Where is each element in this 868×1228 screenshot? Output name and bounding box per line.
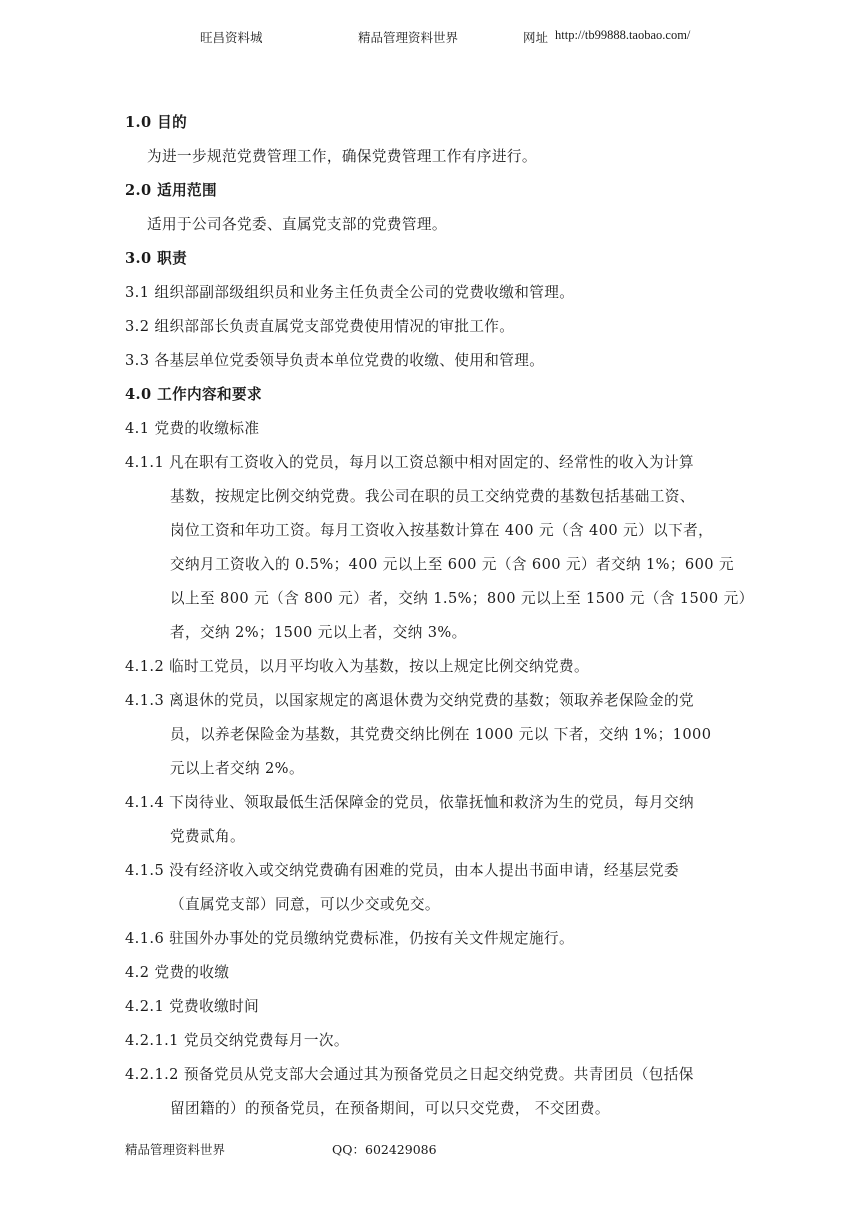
item-4-1-3 bbox=[125, 684, 777, 786]
item-3-1: 3.1 组织部副部级组织员和业务主任负责全公司的党费收缴和管理。 bbox=[125, 284, 575, 301]
item-4-1-2: 4.1.2 临时工党员，以月平均收入为基数，按以上规定比例交纳党费。 bbox=[125, 658, 589, 675]
item-4-2-1-2 bbox=[125, 1058, 777, 1126]
item-4-1-6: 4.1.6 驻国外办事处的党员缴纳党费标准，仍按有关文件规定施行。 bbox=[125, 930, 575, 947]
footer-qq-text: QQ：602429086 bbox=[332, 1142, 437, 1157]
item-4-2: 4.2 党费的收缴 bbox=[125, 964, 230, 981]
item-4-1-1-line: 岗位工资和年功工资。每月工资收入按基数计算在 400 元（含 400 元）以下者， bbox=[170, 522, 714, 539]
section-1-text: 为进一步规范党费管理工作，确保党费管理工作有序进行。 bbox=[147, 148, 537, 165]
section-3-heading: 3.0 职责 bbox=[125, 250, 188, 267]
item-4-1-1-line: 基数，按规定比例交纳党费。我公司在职的员工交纳党费的基数包括基础工资、 bbox=[170, 488, 695, 505]
item-4-1-5-first-line: 4.1.5 没有经济收入或交纳党费确有困难的党员，由本人提出书面申请，经基层党委 bbox=[125, 862, 679, 879]
page-footer bbox=[125, 1140, 765, 1160]
section-2-text: 适用于公司各党委、直属党支部的党费管理。 bbox=[147, 216, 447, 233]
item-4-1-1-line: 交纳月工资收入的 0.5%；400 元以上至 600 元（含 600 元）者交纳 1%；600 元 bbox=[170, 556, 735, 573]
header-left-text: 旺昌资料城 bbox=[200, 30, 263, 45]
item-4-1-5-line: （直属党支部）同意，可以少交或免交。 bbox=[170, 896, 440, 913]
header-url-link[interactable]: http://tb99888.taobao.com/ bbox=[555, 28, 691, 42]
section-2-heading: 2.0 适用范围 bbox=[125, 182, 218, 199]
item-4-1: 4.1 党费的收缴标准 bbox=[125, 420, 260, 437]
item-3-2: 3.2 组织部部长负责直属党支部党费使用情况的审批工作。 bbox=[125, 318, 515, 335]
section-4-heading: 4.0 工作内容和要求 bbox=[125, 386, 263, 403]
item-4-1-4 bbox=[125, 786, 777, 854]
item-4-2-1: 4.2.1 党费收缴时间 bbox=[125, 998, 260, 1015]
item-4-1-3-line: 元以上者交纳 2%。 bbox=[170, 760, 304, 777]
item-4-1-3-line: 员，以养老保险金为基数，其党费交纳比例在 1000 元以 下者，交纳 1%；1000 bbox=[170, 726, 712, 743]
section-1-heading: 1.0 目的 bbox=[125, 114, 188, 131]
item-4-1-3-first-line: 4.1.3 离退休的党员，以国家规定的离退休费为交纳党费的基数；领取养老保险金的党 bbox=[125, 692, 694, 709]
item-4-1-1 bbox=[125, 446, 777, 650]
item-4-2-1-1: 4.2.1.1 党员交纳党费每月一次。 bbox=[125, 1032, 349, 1049]
item-4-1-1-first-line: 4.1.1 凡在职有工资收入的党员，每月以工资总额中相对固定的、经常性的收入为计算 bbox=[125, 454, 694, 471]
page-header bbox=[0, 28, 868, 50]
header-url-label: 网址 bbox=[523, 30, 549, 45]
item-3-3: 3.3 各基层单位党委领导负责本单位党费的收缴、使用和管理。 bbox=[125, 352, 545, 369]
item-4-1-1-line: 以上至 800 元（含 800 元）者，交纳 1.5%；800 元以上至 1500 元（含 1500 元） bbox=[170, 590, 754, 607]
item-4-1-4-line: 党费贰角。 bbox=[170, 828, 245, 845]
item-4-2-1-2-line: 留团籍的）的预备党员，在预备期间，可以只交党费， 不交团费。 bbox=[170, 1100, 610, 1117]
document-body bbox=[125, 106, 777, 1126]
item-4-1-1-line: 者，交纳 2%；1500 元以上者，交纳 3%。 bbox=[170, 624, 467, 641]
item-4-1-5 bbox=[125, 854, 777, 922]
item-4-1-4-first-line: 4.1.4 下岗待业、领取最低生活保障金的党员，依靠抚恤和救济为生的党员，每月交纳 bbox=[125, 794, 694, 811]
footer-left-text: 精品管理资料世界 bbox=[125, 1142, 226, 1157]
item-4-2-1-2-first-line: 4.2.1.2 预备党员从党支部大会通过其为预备党员之日起交纳党费。共青团员（包括保 bbox=[125, 1066, 694, 1083]
header-center-text: 精品管理资料世界 bbox=[358, 30, 459, 45]
